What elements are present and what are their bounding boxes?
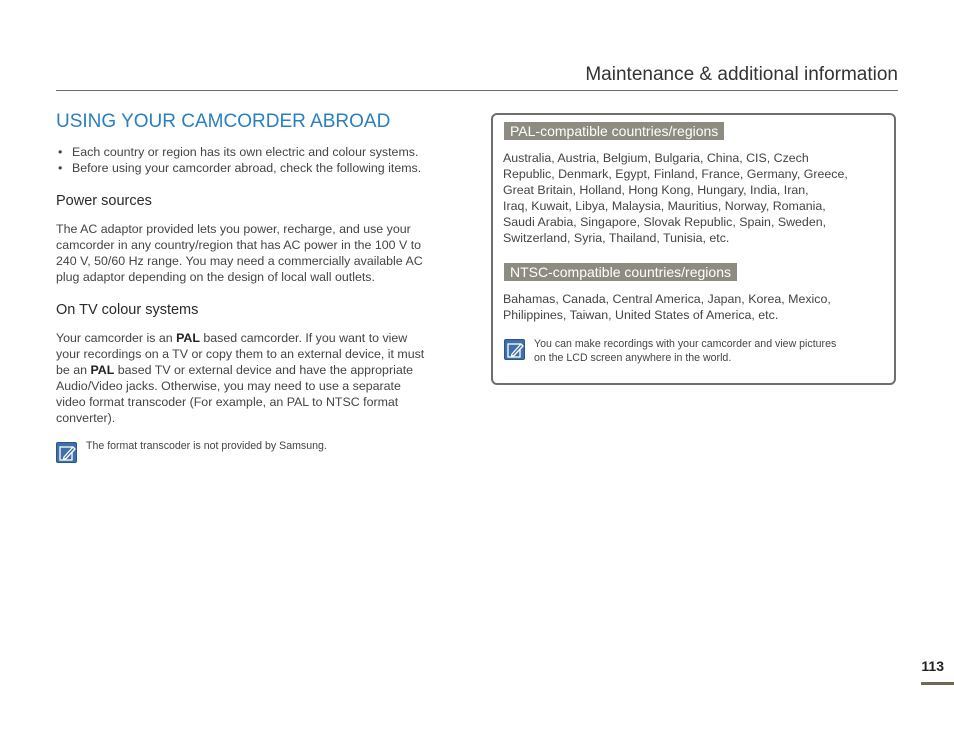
note-text <box>86 439 327 453</box>
bullet-text: Each country or region has its own electric and colour systems. <box>72 145 419 159</box>
countries-line: Switzerland, Syria, Thailand, Tunisia, etc. <box>503 231 730 245</box>
note-line: You can make recordings with your camcorder and view pictures <box>534 338 837 350</box>
tv-colour-systems-heading: On TV colour systems <box>56 302 199 318</box>
intro-bullet-list <box>56 145 466 176</box>
paragraph-line: Audio/Video jacks. Otherwise, you may need to use a separate <box>56 379 401 393</box>
countries-line: Bahamas, Canada, Central America, Japan, Korea, Mexico, <box>503 292 831 306</box>
power-sources-heading: Power sources <box>56 193 152 209</box>
ntsc-countries-label: NTSC-compatible countries/regions <box>504 263 737 281</box>
note-line: The format transcoder is not provided by Samsung. <box>86 440 327 452</box>
countries-line: Saudi Arabia, Singapore, Slovak Republic, Spain, Sweden, <box>503 215 827 229</box>
bullet-item <box>56 145 466 161</box>
paragraph-line: converter). <box>56 411 116 425</box>
note-pencil-icon <box>504 339 525 360</box>
tv-colour-paragraph <box>56 330 466 426</box>
text-run: be an <box>56 363 91 377</box>
countries-line: Philippines, Taiwan, United States of America, etc. <box>503 308 779 322</box>
note-line: on the LCD screen anywhere in the world. <box>534 352 732 364</box>
countries-line: Iraq, Kuwait, Libya, Malaysia, Mauritius, Norway, Romania, <box>503 199 826 213</box>
pal-countries-label: PAL-compatible countries/regions <box>504 122 724 140</box>
paragraph-line: video format transcoder (For example, an PAL to NTSC format <box>56 395 399 409</box>
note-pencil-icon <box>56 442 77 463</box>
bullet-dot: • <box>58 160 63 175</box>
paragraph-line <box>56 330 466 346</box>
page-header-title: Maintenance & additional information <box>585 64 898 85</box>
countries-line: Great Britain, Holland, Hong Kong, Hungary, India, Iran, <box>503 183 809 197</box>
paragraph-line <box>56 362 466 378</box>
section-title: USING YOUR CAMCORDER ABROAD <box>56 111 391 132</box>
bullet-item <box>56 161 466 177</box>
bullet-dot: • <box>58 145 63 159</box>
page-number: 113 <box>921 658 944 674</box>
paragraph-line: your recordings on a TV or copy them to an external device, it must <box>56 347 425 361</box>
note-text <box>534 337 836 365</box>
pal-emphasis: PAL <box>90 363 115 377</box>
text-run: Your camcorder is an <box>56 331 177 345</box>
countries-line: Republic, Denmark, Egypt, Finland, France, Germany, Greece, <box>503 167 848 181</box>
text-run: based TV or external device and have the appropriate <box>114 363 414 377</box>
paragraph-line: plug adaptor depending on the design of local wall outlets. <box>56 270 375 284</box>
pal-emphasis: PAL <box>176 331 200 345</box>
pal-countries-list <box>503 150 848 246</box>
ntsc-countries-list <box>503 291 831 323</box>
paragraph-line: The AC adaptor provided lets you power, recharge, and use your <box>56 222 411 236</box>
paragraph-line: camcorder in any country/region that has AC power in the 100 V to <box>56 238 422 252</box>
text-run: based camcorder. If you want to view <box>199 331 408 345</box>
page-number-bar <box>921 682 954 685</box>
header-divider <box>56 90 898 91</box>
paragraph-line: 240 V, 50/60 Hz range. You may need a commercially available AC <box>56 254 423 268</box>
countries-line: Australia, Austria, Belgium, Bulgaria, China, CIS, Czech <box>503 151 809 165</box>
power-sources-paragraph <box>56 221 466 285</box>
bullet-text: Before using your camcorder abroad, check the following items. <box>72 160 422 175</box>
